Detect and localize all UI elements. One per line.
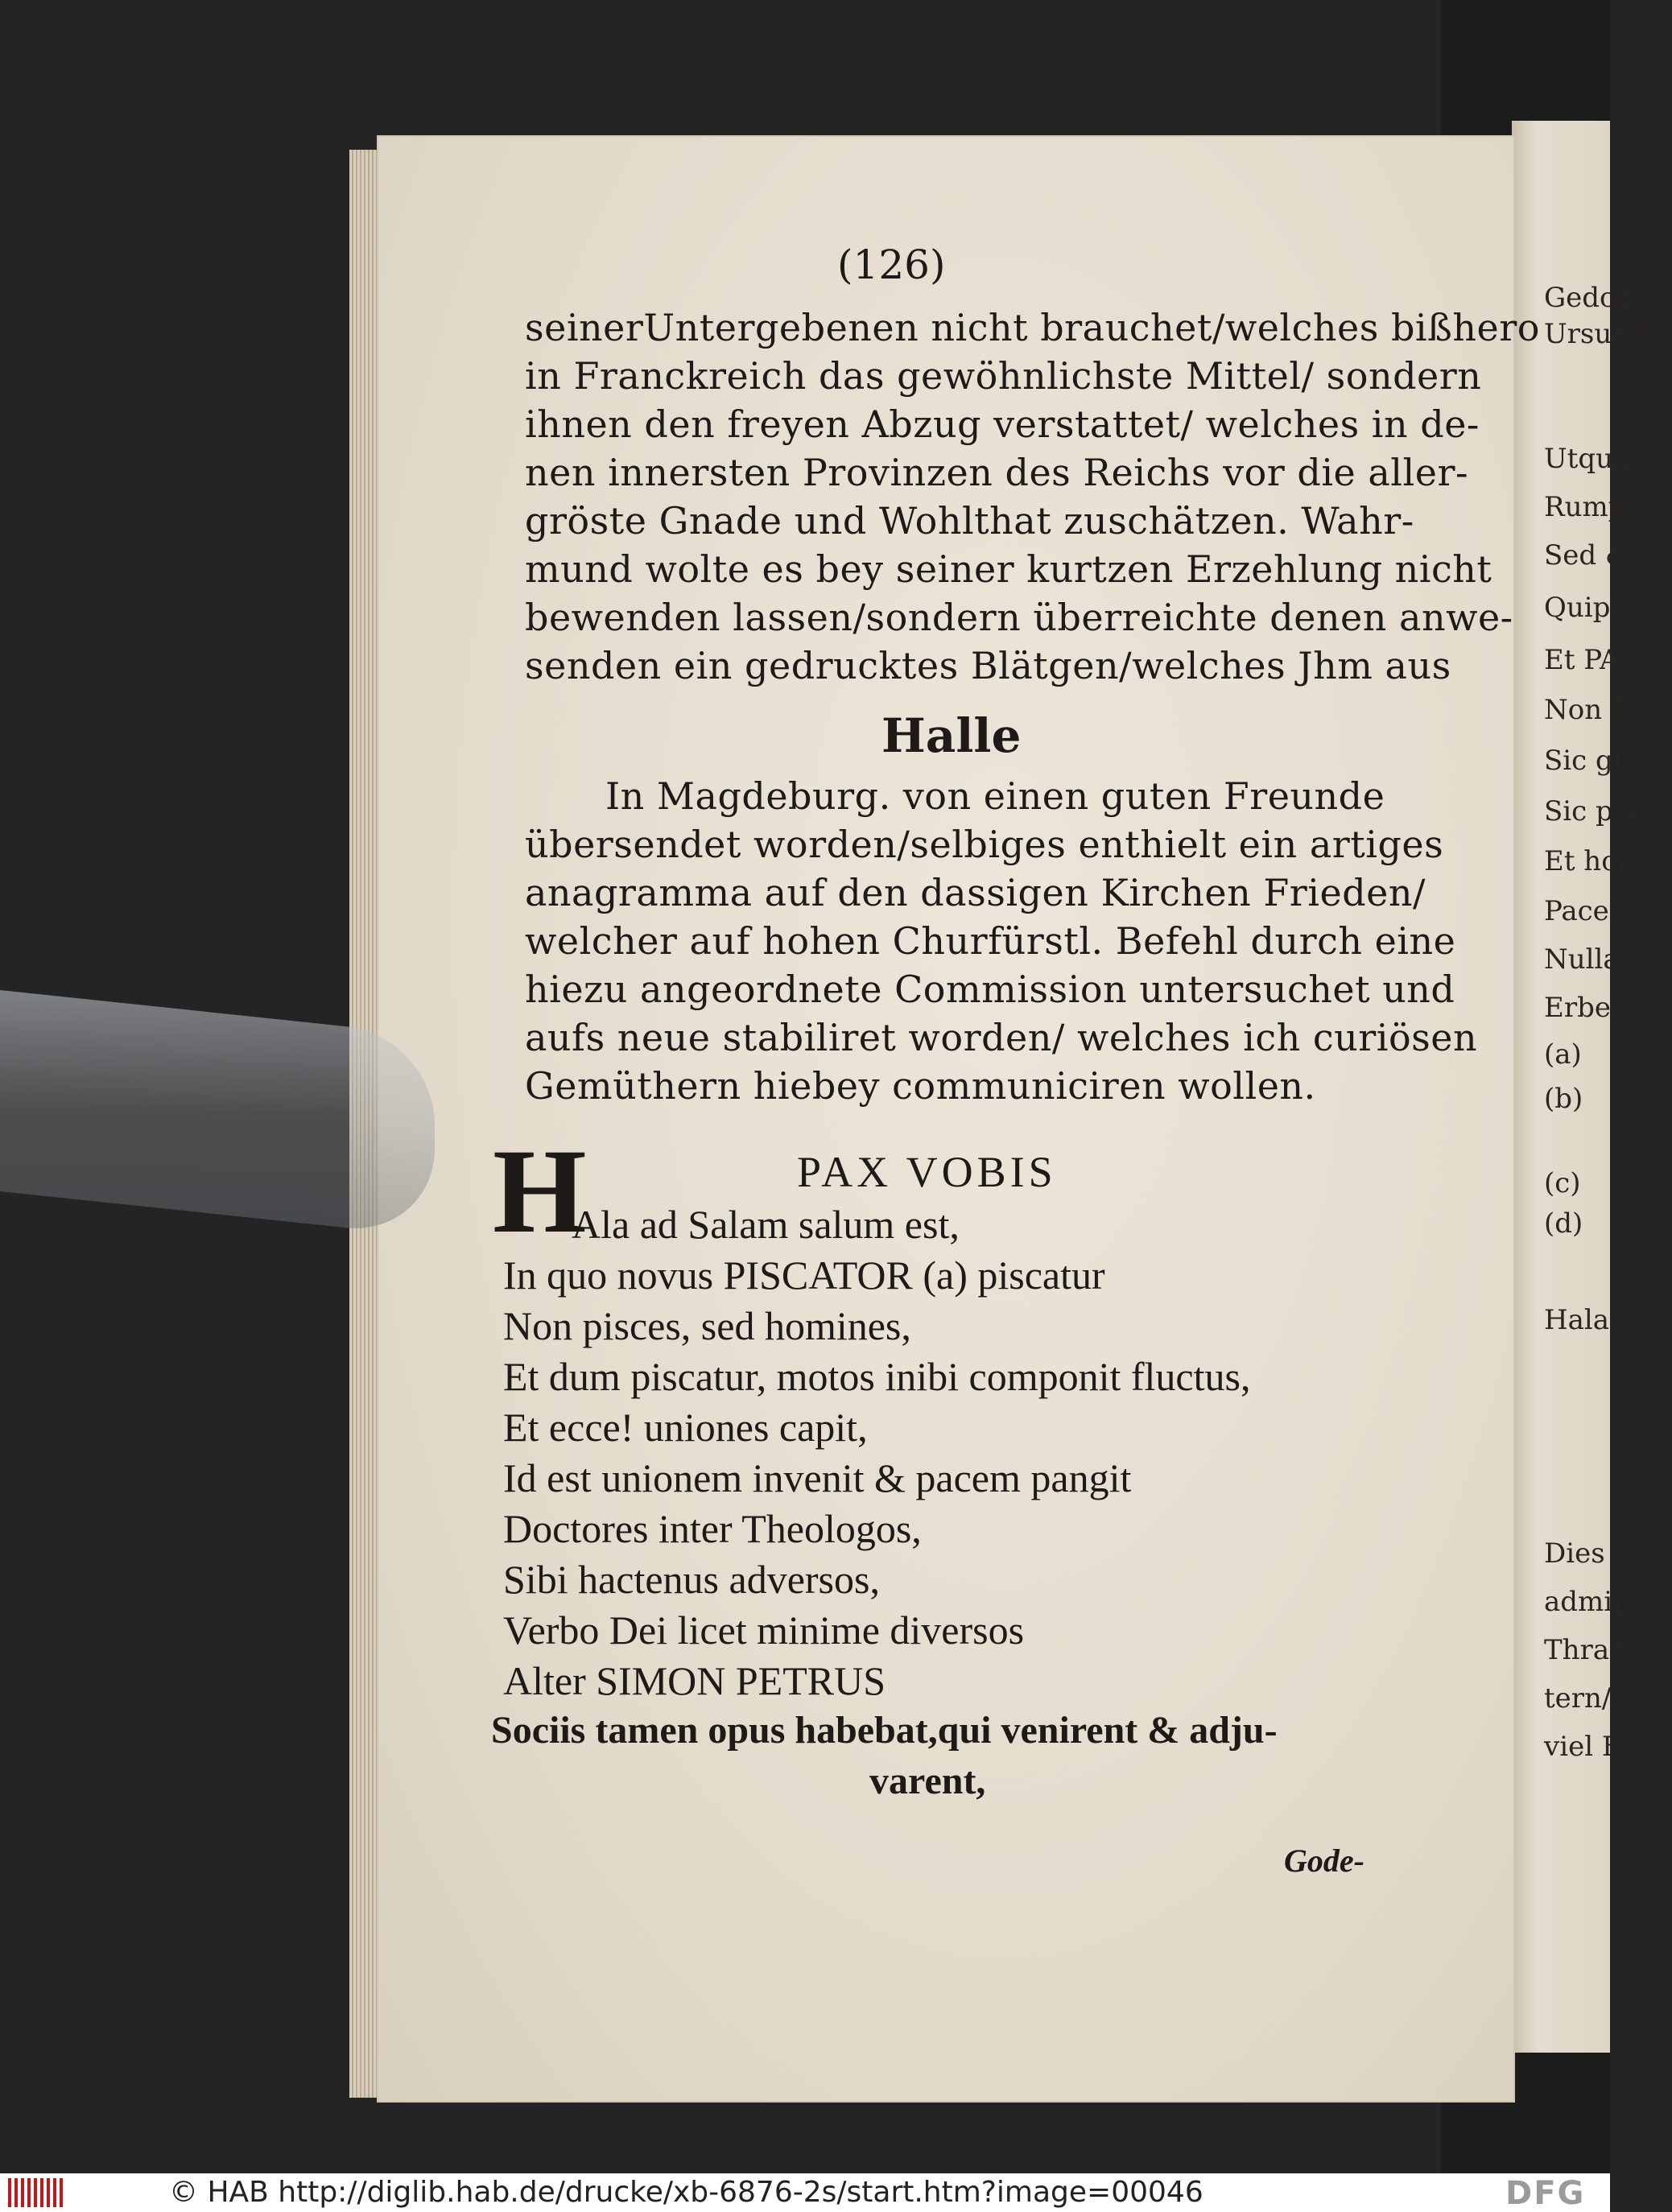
place-heading: Halle bbox=[881, 708, 1022, 763]
body-line: bewenden lassen/sondern überreichte denen anwe- bbox=[525, 596, 1513, 639]
poem-line: Id est unionem invenit & pacem pangit bbox=[503, 1455, 1132, 1500]
footer-link[interactable]: © HAB http://diglib.hab.de/drucke/xb-6876-2s/start.htm?image=00046 bbox=[169, 2176, 1203, 2209]
facing-line: Dies bbox=[1544, 1537, 1605, 1570]
poem-line: Et dum piscatur, motos inibi componit fluctus, bbox=[503, 1354, 1251, 1399]
body-line: hiezu angeordnete Commission untersuchet und bbox=[525, 968, 1455, 1011]
facing-line: (d) bbox=[1544, 1207, 1583, 1240]
body-line: übersendet worden/selbiges enthielt ein artiges bbox=[525, 823, 1444, 866]
facing-line: Sic glo bbox=[1544, 745, 1639, 777]
poem-line: Ala ad Salam salum est, bbox=[572, 1202, 960, 1247]
body-line: in Franckreich das gewöhnlichste Mittel/ sondern bbox=[525, 354, 1482, 398]
body-line: mund wolte es bey seiner kurtzen Erzehlung nicht bbox=[525, 547, 1492, 591]
facing-line: Sed & bbox=[1544, 539, 1630, 572]
facing-line: tern/ bbox=[1544, 1682, 1612, 1715]
facing-line: viel E bbox=[1544, 1731, 1622, 1763]
facing-line: (b) bbox=[1544, 1083, 1583, 1115]
facing-line: Ursus F bbox=[1544, 318, 1654, 350]
body-line: Gemüthern hiebey communiciren wollen. bbox=[525, 1064, 1316, 1108]
drop-cap: H bbox=[493, 1125, 587, 1258]
poem-line: Verbo Dei licet minime diversos bbox=[503, 1607, 1025, 1653]
body-line: ihnen den freyen Abzug verstattet/ welches in de- bbox=[525, 402, 1480, 446]
poem-line: Non pisces, sed homines, bbox=[503, 1303, 911, 1348]
poem-line: Doctores inter Theologos, bbox=[503, 1506, 922, 1551]
poem-line: varent, bbox=[869, 1760, 986, 1802]
body-line: gröste Gnade und Wohlthat zuschätzen. Wahr- bbox=[525, 499, 1414, 543]
body-line: In Magdeburg. von einen guten Freunde bbox=[605, 774, 1385, 818]
facing-line: Erbel bbox=[1544, 992, 1620, 1024]
facing-line: Nulla bbox=[1544, 943, 1620, 976]
facing-line: Non S bbox=[1544, 694, 1630, 726]
facing-line: Thras bbox=[1544, 1634, 1624, 1666]
facing-line: Et PA bbox=[1544, 644, 1620, 676]
body-line: seinerUntergebenen nicht brauchet/welches bißhero bbox=[525, 306, 1540, 349]
body-line: senden ein gedrucktes Blätgen/welches Jhm aus bbox=[525, 644, 1451, 687]
poem-line: Et ecce! uniones capit, bbox=[503, 1405, 868, 1450]
facing-line: Quip bbox=[1544, 592, 1611, 624]
poem-line: Alter SIMON PETRUS bbox=[503, 1658, 886, 1703]
page-number-header: (126) bbox=[837, 241, 946, 288]
body-line: aufs neue stabiliret worden/ welches ich curiösen bbox=[525, 1016, 1478, 1059]
poem-line: Sociis tamen opus habebat,qui venirent & adju- bbox=[491, 1709, 1278, 1752]
poem-line: In quo novus PISCATOR (a) piscatur bbox=[503, 1253, 1105, 1298]
facing-line: Rump bbox=[1544, 491, 1626, 523]
facing-line: Utque bbox=[1544, 443, 1630, 475]
body-line: anagramma auf den dassigen Kirchen Frieden/ bbox=[525, 871, 1426, 914]
facing-line: Et hom bbox=[1544, 845, 1644, 877]
facing-line: Gedofrid bbox=[1544, 282, 1666, 314]
poem-title: PAX VOBIS bbox=[797, 1148, 1057, 1196]
facing-line: (a) bbox=[1544, 1038, 1582, 1071]
poem-line: Sibi hactenus adversos, bbox=[503, 1557, 880, 1602]
body-line: nen innersten Provinzen des Reichs vor die aller- bbox=[525, 451, 1468, 494]
body-line: welcher auf hohen Churfürstl. Befehl durch eine bbox=[525, 919, 1456, 963]
facing-line: Pacem bbox=[1544, 895, 1636, 927]
facing-page bbox=[1512, 121, 1672, 2053]
facing-line: admir bbox=[1544, 1586, 1626, 1618]
dfg-logo: DFG bbox=[1505, 2175, 1586, 2212]
footer-bar bbox=[0, 2173, 1610, 2212]
dfg-barcode-icon bbox=[8, 2178, 64, 2207]
facing-line: (c) bbox=[1544, 1167, 1581, 1199]
catchword: Gode- bbox=[1284, 1843, 1364, 1879]
facing-line: Hala d. X bbox=[1544, 1304, 1672, 1336]
facing-line: Sic pax bbox=[1544, 795, 1645, 827]
